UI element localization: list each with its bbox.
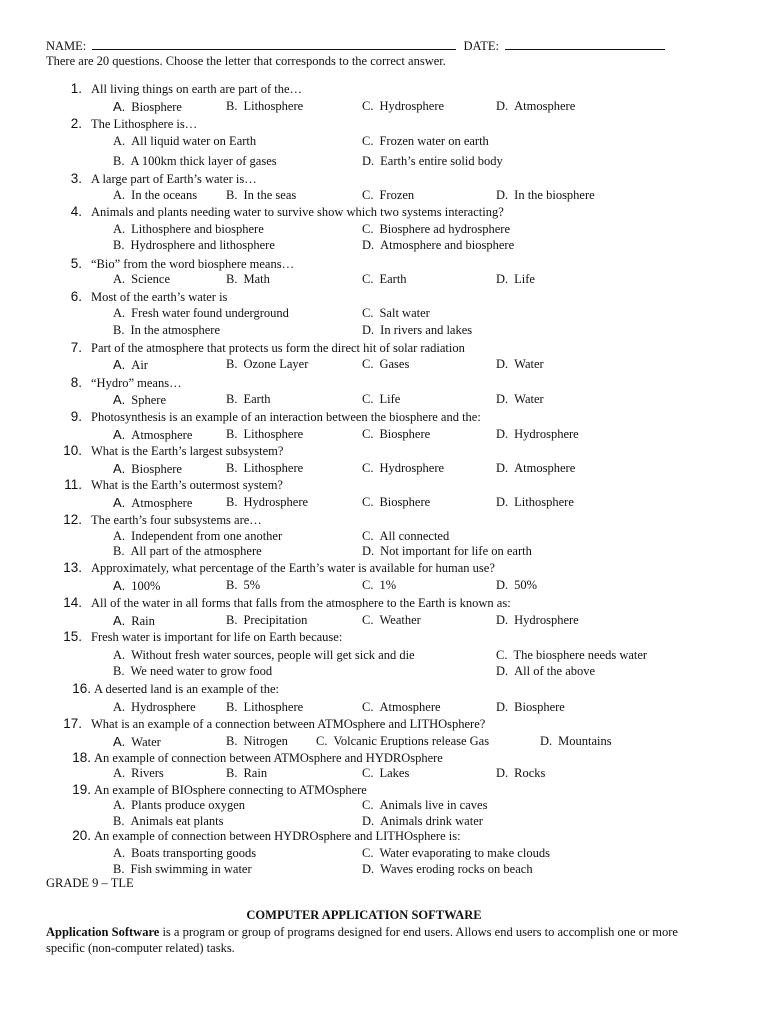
answer-option [226,700,303,715]
answer-option [226,392,271,407]
option-text: Water evaporating to make clouds [379,846,550,860]
answer-option [113,306,289,321]
answer-option [113,238,275,253]
option-letter: C. [362,529,374,543]
answer-option [362,461,444,476]
answer-option [496,99,575,114]
answer-option [496,427,579,442]
option-text: All of the above [514,664,596,678]
answer-option [226,613,307,628]
question-number: 19. [72,782,91,797]
option-text: Biosphere [379,495,431,509]
question-number: 18. [72,750,91,765]
answer-option [113,461,182,477]
option-text: Hydrosphere and lithosphere [130,238,275,252]
answer-option [113,846,256,861]
option-text: 5% [243,578,261,592]
option-letter: A. [113,99,126,114]
option-text: Animals live in caves [379,798,488,812]
name-date-line [46,38,665,54]
option-letter: D. [496,357,509,371]
question-number: 17. [63,716,82,731]
answer-option [362,700,441,715]
question-number: 5. [70,256,82,271]
answer-option [113,323,220,338]
option-text: Rain [131,614,155,628]
answer-option [113,188,197,203]
question-text: Approximately, what percentage of the Earth’s water is available for human use? [91,561,495,575]
question-text: Animals and plants needing water to survive show which two systems interacting? [91,205,504,219]
option-text: Mountains [558,734,612,748]
option-text: The biosphere needs water [513,648,648,662]
option-text: Life [514,272,535,286]
answer-option [362,134,489,149]
name-blank [92,38,456,50]
option-letter: C. [362,306,374,320]
option-text: Fresh water found underground [131,306,289,320]
answer-option [496,357,544,372]
answer-option [362,99,444,114]
answer-option [496,664,595,679]
option-letter: A. [113,306,126,320]
question-text: A deserted land is an example of the: [94,682,280,696]
answer-option [362,862,533,877]
answer-option [226,734,288,749]
definition-term: Application Software [46,925,160,939]
question-text: An example of connection between HYDROsphere and LITHOsphere is: [94,829,461,843]
option-text: Hydrosphere [514,613,579,627]
option-text: Frozen water on earth [379,134,489,148]
option-text: Lithosphere and biosphere [131,222,264,236]
question-number: 1. [70,81,82,96]
option-text: Lakes [379,766,410,780]
option-letter: B. [226,357,238,371]
answer-option [362,222,510,237]
answer-option [362,392,400,407]
option-letter: A. [113,427,126,442]
option-text: Gases [379,357,410,371]
answer-option [496,578,537,593]
answer-option [113,766,164,781]
question-number: 13. [63,560,82,575]
answer-option [226,272,270,287]
answer-option [496,392,544,407]
question-text: Most of the earth’s water is [91,290,228,304]
option-letter: B. [113,154,125,168]
option-text: Precipitation [243,613,308,627]
question-text: Part of the atmosphere that protects us form the direct hit of solar radiation [91,341,465,355]
option-letter: A. [113,134,126,148]
question-number: 3. [70,171,82,186]
answer-option [226,357,308,372]
option-letter: C. [362,613,374,627]
option-letter: B. [226,766,238,780]
option-text: In the seas [243,188,297,202]
option-text: Boats transporting goods [131,846,257,860]
option-letter: C. [362,357,374,371]
option-letter: C. [362,798,374,812]
option-letter: C. [362,222,374,236]
question-text: The earth’s four subsystems are… [91,513,262,527]
option-letter: A. [113,357,126,372]
option-text: Sphere [131,393,167,407]
question-number: 20. [72,828,91,843]
option-letter: C. [362,99,374,113]
option-letter: B. [226,495,238,509]
answer-option [113,392,166,408]
answer-option [113,814,224,829]
question-number: 6. [70,289,82,304]
option-text: Atmosphere [131,428,193,442]
option-letter: B. [226,99,238,113]
option-text: All part of the atmosphere [130,544,262,558]
option-letter: B. [226,613,238,627]
option-text: Atmosphere [514,461,576,475]
option-text: In the oceans [131,188,198,202]
answer-option [113,134,256,149]
question-text: A large part of Earth’s water is… [91,172,257,186]
answer-option [362,272,407,287]
option-letter: C. [362,700,374,714]
option-text: Rocks [514,766,546,780]
option-text: Independent from one another [131,529,283,543]
option-text: Animals eat plants [130,814,224,828]
option-letter: D. [496,272,509,286]
answer-option [362,798,487,813]
option-text: Nitrogen [243,734,288,748]
option-text: Hydrosphere [131,700,196,714]
answer-option [113,664,272,679]
option-text: Lithosphere [514,495,574,509]
answer-option [362,846,550,861]
answer-option [362,188,414,203]
question-number: 2. [70,116,82,131]
answer-option [226,578,260,593]
option-text: Earth [243,392,271,406]
option-text: Atmosphere and biosphere [380,238,515,252]
answer-option [113,272,170,287]
answer-option [113,648,415,663]
answer-option [362,613,421,628]
section-title: COMPUTER APPLICATION SOFTWARE [246,908,482,922]
answer-option [113,613,155,629]
option-text: 50% [514,578,538,592]
option-letter: B. [226,392,238,406]
option-letter: D. [496,664,509,678]
option-text: In rivers and lakes [380,323,473,337]
answer-option [540,734,612,749]
option-letter: B. [226,188,238,202]
option-letter: B. [113,238,125,252]
option-text: Hydrosphere [514,427,579,441]
option-text: Air [131,358,148,372]
option-letter: D. [496,188,509,202]
option-letter: A. [113,495,126,510]
question-number: 14. [63,595,82,610]
question-text: Fresh water is important for life on Earth because: [91,630,343,644]
answer-option [226,188,296,203]
question-text: What is an example of a connection between ATMOsphere and LITHOsphere? [91,717,486,731]
option-text: Weather [379,613,421,627]
option-text: All connected [379,529,450,543]
option-text: Biosphere [131,100,182,114]
option-letter: A. [113,461,126,476]
option-text: Water [131,735,161,749]
option-letter: B. [226,272,238,286]
option-text: Biosphere [379,427,431,441]
option-letter: C. [362,272,374,286]
option-letter: A. [113,392,126,407]
option-text: Earth’s entire solid body [380,154,503,168]
option-text: We need water to grow food [130,664,273,678]
question-number: 10. [63,443,82,458]
answer-option [113,427,192,443]
option-letter: B. [113,544,125,558]
question-text: What is the Earth’s largest subsystem? [91,444,284,458]
option-letter: A. [113,648,126,662]
option-text: Atmosphere [131,496,193,510]
answer-option [362,495,430,510]
option-letter: B. [113,664,125,678]
option-text: 1% [379,578,397,592]
question-number: 12. [63,512,82,527]
option-text: Rivers [131,766,164,780]
grade-label: GRADE 9 – TLE [46,876,134,890]
option-letter: A. [113,846,126,860]
option-text: Biosphere [514,700,565,714]
option-text: 100% [131,579,161,593]
option-letter: D. [496,578,509,592]
option-letter: B. [226,461,238,475]
option-letter: B. [226,578,238,592]
option-letter: D. [496,392,509,406]
definition-text: is a program or group of programs designed for end users. Allows end users to accomplish one or more specific (non-computer related) tasks. [46,925,678,955]
option-letter: D. [496,495,509,509]
option-text: Lithosphere [243,700,304,714]
question-number: 8. [70,375,82,390]
answer-option [362,814,483,829]
question-text: “Bio” from the word biosphere means… [91,257,295,271]
option-text: Science [131,272,171,286]
option-text: Earth [379,272,407,286]
option-text: A 100km thick layer of gases [130,154,277,168]
answer-option [362,357,409,372]
option-text: Biosphere [131,462,182,476]
option-letter: B. [226,700,238,714]
answer-option [226,495,308,510]
answer-option [226,766,267,781]
answer-option [113,529,282,544]
instructions: There are 20 questions. Choose the letter that corresponds to the correct answer. [46,54,446,68]
option-letter: D. [362,323,375,337]
question-text: All of the water in all forms that falls from the atmosphere to the Earth is known as: [91,596,511,610]
answer-option [226,427,303,442]
question-number: 15. [63,629,82,644]
option-letter: C. [362,578,374,592]
option-text: Hydrosphere [379,461,445,475]
option-letter: C. [362,766,374,780]
option-text: Fish swimming in water [130,862,252,876]
question-number: 4. [70,204,82,219]
answer-option [113,222,264,237]
option-letter: B. [113,814,125,828]
question-text: “Hydro” means… [91,376,182,390]
option-text: Rain [243,766,268,780]
option-text: Salt water [379,306,430,320]
answer-option [113,154,277,169]
option-text: Animals drink water [380,814,483,828]
option-letter: C. [316,734,328,748]
answer-option [362,544,532,559]
answer-option [496,766,545,781]
option-letter: B. [226,427,238,441]
option-text: Water [514,392,544,406]
option-text: Volcanic Eruptions release Gas [333,734,490,748]
answer-option [362,766,409,781]
option-letter: B. [226,734,238,748]
option-text: Lithosphere [243,99,304,113]
option-text: Water [514,357,544,371]
answer-option [496,461,575,476]
question-text: All living things on earth are part of the… [91,82,303,96]
option-text: Life [379,392,401,406]
question-number: 9. [70,409,82,424]
question-text: What is the Earth’s outermost system? [91,478,283,492]
option-letter: A. [113,798,126,812]
question-text: The Lithosphere is… [91,117,198,131]
option-text: Math [243,272,270,286]
option-letter: D. [362,544,375,558]
option-letter: C. [362,188,374,202]
option-letter: D. [496,613,509,627]
option-letter: A. [113,613,126,628]
option-text: In the atmosphere [130,323,221,337]
answer-option [113,578,160,594]
answer-option [362,578,396,593]
option-letter: C. [362,427,374,441]
question-text: An example of BIOsphere connecting to ATMOsphere [94,783,367,797]
answer-option [113,734,161,750]
option-letter: A. [113,222,126,236]
answer-option [113,99,182,115]
option-text: Lithosphere [243,461,304,475]
answer-option [113,798,245,813]
answer-option [113,357,148,373]
option-letter: D. [496,700,509,714]
option-text: Atmosphere [379,700,441,714]
question-text: An example of connection between ATMOsphere and HYDROsphere [94,751,443,765]
date-blank [505,38,665,50]
answer-option [496,188,595,203]
option-text: Waves eroding rocks on beach [380,862,533,876]
option-letter: C. [362,846,374,860]
answer-option [113,862,252,877]
option-letter: C. [362,134,374,148]
answer-option [226,461,303,476]
answer-option [362,154,503,169]
option-text: Plants produce oxygen [131,798,246,812]
answer-option [496,272,535,287]
option-text: Lithosphere [243,427,304,441]
answer-option [496,648,647,663]
option-text: Hydrosphere [243,495,309,509]
option-letter: D. [362,154,375,168]
option-letter: A. [113,700,126,714]
option-letter: A. [113,766,126,780]
answer-option [496,613,579,628]
name-label: NAME: [46,39,87,53]
option-letter: A. [113,734,126,749]
option-letter: C. [362,392,374,406]
option-letter: D. [362,814,375,828]
answer-option [362,306,430,321]
option-letter: D. [496,766,509,780]
option-letter: A. [113,578,126,593]
answer-option [316,734,489,749]
answer-option [496,495,574,510]
option-letter: C. [496,648,508,662]
option-letter: D. [362,862,375,876]
option-text: Atmosphere [514,99,576,113]
option-letter: D. [496,461,509,475]
question-number: 7. [70,340,82,355]
option-text: In the biosphere [514,188,595,202]
answer-option [226,99,303,114]
question-number: 16. [72,681,91,696]
option-letter: C. [362,495,374,509]
option-letter: D. [496,427,509,441]
answer-option [113,700,196,715]
option-text: All liquid water on Earth [131,134,257,148]
question-number: 11. [64,477,82,492]
date-label: DATE: [463,39,499,53]
option-letter: A. [113,188,126,202]
answer-option [113,544,262,559]
answer-option [113,495,192,511]
option-text: Not important for life on earth [380,544,532,558]
option-letter: C. [362,461,374,475]
question-text: Photosynthesis is an example of an interaction between the biosphere and the: [91,410,481,424]
answer-option [362,427,430,442]
option-text: Biosphere ad hydrosphere [379,222,510,236]
option-letter: A. [113,272,126,286]
option-text: Without fresh water sources, people will get sick and die [131,648,415,662]
option-letter: B. [113,323,125,337]
option-letter: B. [113,862,125,876]
answer-option [496,700,565,715]
option-text: Ozone Layer [243,357,309,371]
option-letter: D. [496,99,509,113]
option-letter: D. [540,734,553,748]
option-text: Hydrosphere [379,99,445,113]
definition-paragraph [46,924,696,956]
option-letter: A. [113,529,126,543]
answer-option [362,529,449,544]
answer-option [362,323,472,338]
answer-option [362,238,514,253]
option-text: Frozen [379,188,415,202]
option-letter: D. [362,238,375,252]
